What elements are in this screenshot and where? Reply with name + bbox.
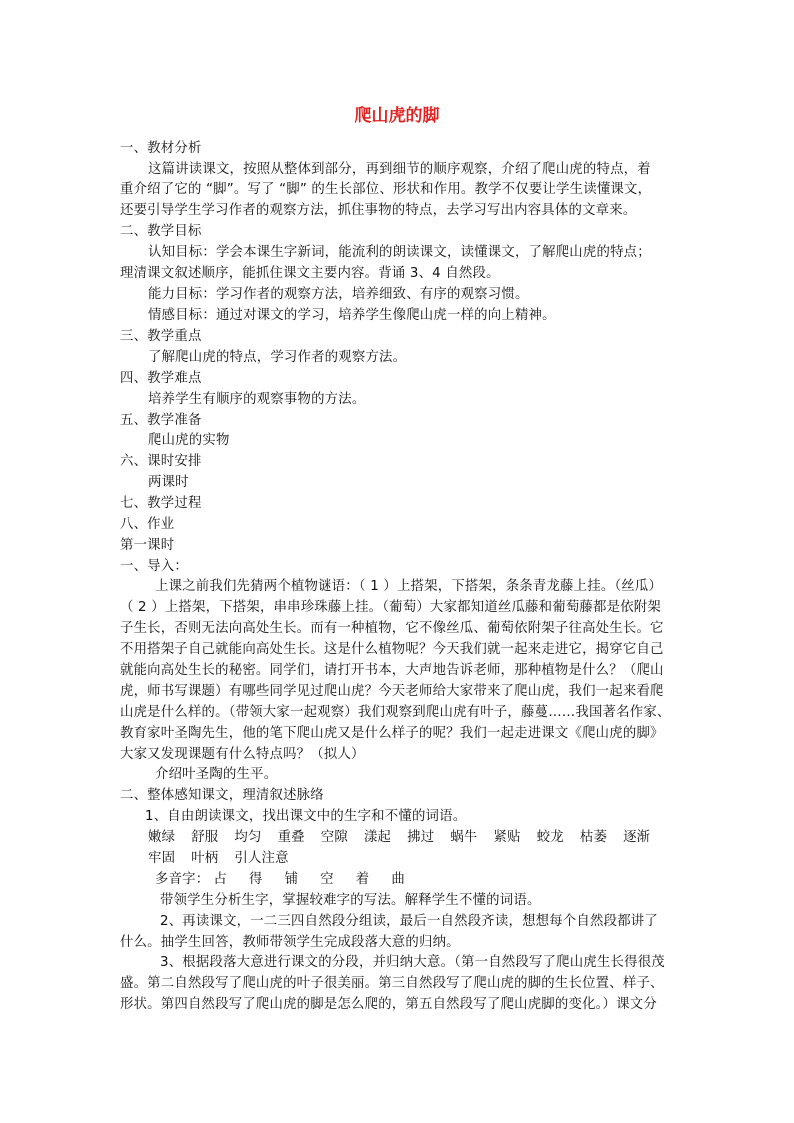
vocab-word: 蛟龙	[536, 830, 564, 845]
polyphone-char: 空	[320, 872, 334, 887]
paragraph-line: 认知目标：学会本课生字新词，能流利的朗读课文，读懂课文，了解爬山虎的特点；	[148, 245, 651, 260]
vocab-word: 重叠	[277, 830, 305, 845]
paragraph-line: 爬山虎的实物	[148, 433, 230, 448]
section-heading: 一、导入：	[120, 559, 188, 574]
vocab-word: 叶柄	[191, 851, 219, 866]
paragraph-line: 还要引导学生学习作者的观察方法，抓住事物的特点，去学习写出内容具体的文章来。	[120, 203, 637, 218]
vocab-word: 拂过	[407, 830, 435, 845]
vocab-word: 均匀	[234, 830, 262, 845]
paragraph-line: 2、再读课文，一二三四自然段分组读，最后一自然段齐读，想想每个自然段都讲了	[160, 914, 658, 929]
paragraph-line: 两课时	[148, 475, 189, 490]
section-heading: 一、教材分析	[120, 141, 202, 156]
section-heading: 第一课时	[120, 538, 175, 553]
paragraph-line: （ 2 ）上搭架，下搭架，串串珍珠藤上挂。（葡萄）大家都知道丝瓜藤和葡萄藤都是依附架	[120, 600, 661, 615]
vocab-word: 空隙	[320, 830, 348, 845]
paragraph-line: 虎，师书写课题）有哪些同学见过爬山虎？今天老师给大家带来了爬山虎，我们一起来看爬	[120, 684, 664, 699]
polyphone-char: 着	[355, 872, 370, 887]
section-heading: 六、课时安排	[120, 454, 202, 469]
paragraph-line: 教育家叶圣陶先生，他的笔下爬山虎又是什么样子的呢？我们一起走进课文《爬山虎的脚》	[120, 726, 664, 741]
polyphone-char: 占	[213, 872, 227, 887]
vocab-row	[148, 828, 666, 848]
vocab-word: 牢固	[148, 851, 176, 866]
vocab-word: 引人注意	[234, 851, 289, 866]
paragraph-line: 就能向高处生长的秘密。同学们，请打开书本，大声地告诉老师，那种植物是什么？（爬山	[120, 663, 664, 678]
paragraph-line: 3、根据段落大意进行课文的分段，并归纳大意。（第一自然段写了爬山虎生长得很茂	[160, 955, 665, 970]
section-heading: 三、教学重点	[120, 329, 202, 344]
paragraph-line: 情感目标：通过对课文的学习，培养学生像爬山虎一样的向上精神。	[148, 308, 556, 323]
vocab-word: 舒服	[191, 830, 219, 845]
paragraph-line: 能力目标：学习作者的观察方法，培养细致、有序的观察习惯。	[148, 287, 529, 302]
polyphone-row	[155, 870, 427, 890]
paragraph-line: 这篇讲读课文，按照从整体到部分，再到细节的顺序观察，介绍了爬山虎的特点，着	[148, 162, 651, 177]
polyphone-char: 铺	[284, 872, 299, 887]
polyphone-char: 曲	[391, 872, 405, 887]
paragraph-line: 山虎是什么样的。（带领大家一起观察）我们观察到爬山虎有叶子，藤蔓……我国著名作家、	[120, 705, 671, 720]
section-heading: 七、教学过程	[120, 496, 202, 511]
paragraph-line: 了解爬山虎的特点，学习作者的观察方法。	[148, 350, 407, 365]
paragraph-line: 介绍叶圣陶的生平。	[155, 767, 278, 782]
vocab-word: 紧贴	[493, 830, 521, 845]
vocab-word: 枯萎	[579, 830, 608, 845]
vocab-row	[148, 849, 305, 869]
section-heading: 二、教学目标	[120, 224, 202, 239]
paragraph-line: 盛。第二自然段写了爬山虎的叶子很美丽。第三自然段写了爬山虎的脚的生长位置、样子、	[120, 976, 664, 991]
section-heading: 八、作业	[120, 517, 175, 532]
vocab-word: 嫩绿	[148, 830, 176, 845]
paragraph-line: 理清课文叙述顺序，能抓住课文主要内容。背诵 3、4 自然段。	[120, 266, 500, 281]
paragraph-line: 1、自由朗读课文，找出课文中的生字和不懂的词语。	[145, 809, 467, 824]
paragraph-line: 子生长，否则无法向高处生长。而有一种植物，它不像丝瓜、葡萄依附架子往高处生长。它	[120, 621, 664, 636]
vocab-word: 漾起	[363, 830, 392, 845]
section-heading: 二、整体感知课文，理清叙述脉络	[120, 788, 324, 803]
section-heading: 五、教学准备	[120, 413, 202, 428]
paragraph-line: 上课之前我们先猜两个植物谜语：（ 1 ）上搭架，下搭架，条条青龙藤上挂。（丝瓜）	[155, 579, 663, 594]
paragraph-line: 重介绍了它的 “脚”。写了 “脚” 的生长部位、形状和作用。教学不仅要让学生读懂课文，	[120, 182, 652, 197]
paragraph-line: 形状。第四自然段写了爬山虎的脚是怎么爬的，第五自然段写了爬山虎脚的变化。）课文分	[120, 997, 657, 1012]
polyphone-char: 得	[248, 872, 263, 887]
paragraph-line: 带领学生分析生字，掌握较难字的写法。解释学生不懂的词语。	[160, 893, 541, 908]
vocab-word: 逐渐	[623, 830, 651, 845]
paragraph-line: 培养学生有顺序的观察事物的方法。	[148, 392, 366, 407]
vocab-word: 蜗牛	[450, 830, 478, 845]
paragraph-line: 不用搭架子自己就能向高处生长。这是什么植物呢？今天我们就一起来走进它，揭穿它自己	[120, 642, 664, 657]
paragraph-line: 大家又发现课题有什么特点吗？（拟人）	[120, 747, 365, 762]
paragraph-line: 什么。抽学生回答，教师带领学生完成段落大意的归纳。	[120, 935, 460, 950]
polyphone-label: 多音字：	[155, 872, 210, 887]
document-title: 爬山虎的脚	[354, 106, 440, 126]
section-heading: 四、教学难点	[120, 371, 202, 386]
